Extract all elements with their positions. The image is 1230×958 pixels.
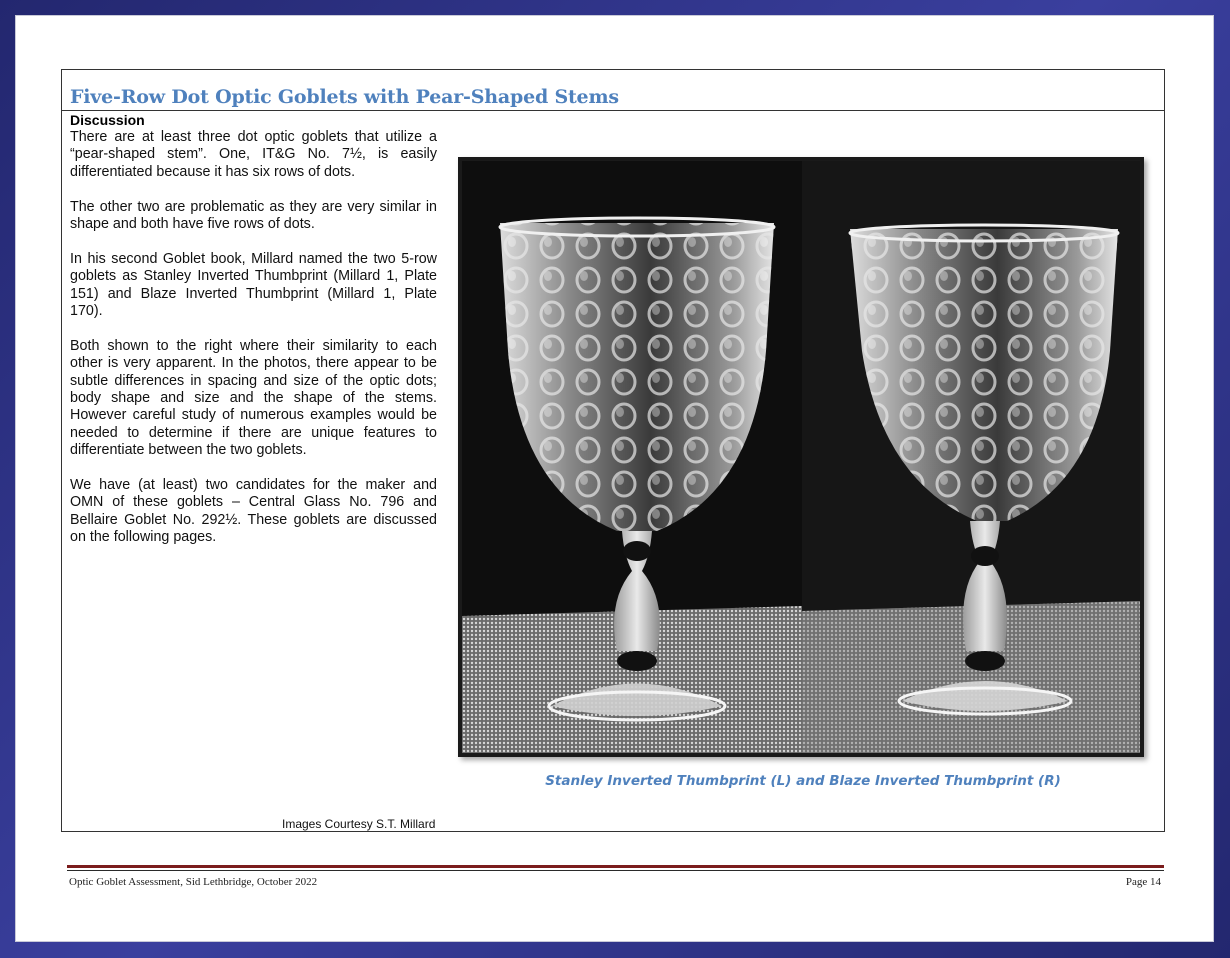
goblets-illustration — [462, 161, 1140, 753]
goblets-photo — [458, 157, 1144, 757]
paragraph: In his second Goblet book, Millard named the two 5-row goblets as Stanley Inverted Thumbprint (Millard 1, Plate 151) and Blaze Inverted Thumbprint (Millard 1, Plate 170). — [70, 250, 437, 320]
figure-caption: Stanley Inverted Thumbprint (L) and Blaze Inverted Thumbprint (R) — [545, 773, 1061, 789]
discussion-text — [70, 129, 437, 564]
paragraph: The other two are problematic as they are very similar in shape and both have five rows of dots. — [70, 198, 437, 233]
image-credit: Images Courtesy S.T. Millard — [282, 817, 436, 831]
content-box — [61, 69, 1165, 832]
paragraph: Both shown to the right where their similarity to each other is very apparent. In the photos, there appear to be subtle differences in spacing and size of the optic dots; body shape and size and the shape of the stems. However careful study of numerous examples would be needed to determine if there are unique features to differentiate between the two goblets. — [70, 337, 437, 459]
page — [15, 15, 1214, 942]
section-title: Five-Row Dot Optic Goblets with Pear-Shaped Stems — [70, 86, 619, 108]
paragraph: There are at least three dot optic goblets that utilize a “pear-shaped stem”. One, IT&G No. 7½, is easily differentiated because it has six rows of dots. — [70, 129, 437, 180]
footer-rule-thin — [67, 870, 1164, 871]
footer-rule — [67, 865, 1164, 868]
title-divider — [62, 110, 1164, 111]
footer-document-info: Optic Goblet Assessment, Sid Lethbridge, October 2022 — [69, 876, 318, 888]
discussion-heading: Discussion — [70, 112, 145, 128]
paragraph: We have (at least) two candidates for the maker and OMN of these goblets – Central Glass No. 796 and Bellaire Goblet No. 292½. These goblets are discussed on the following pages. — [70, 477, 437, 546]
footer-page-number: Page 14 — [1125, 876, 1161, 888]
